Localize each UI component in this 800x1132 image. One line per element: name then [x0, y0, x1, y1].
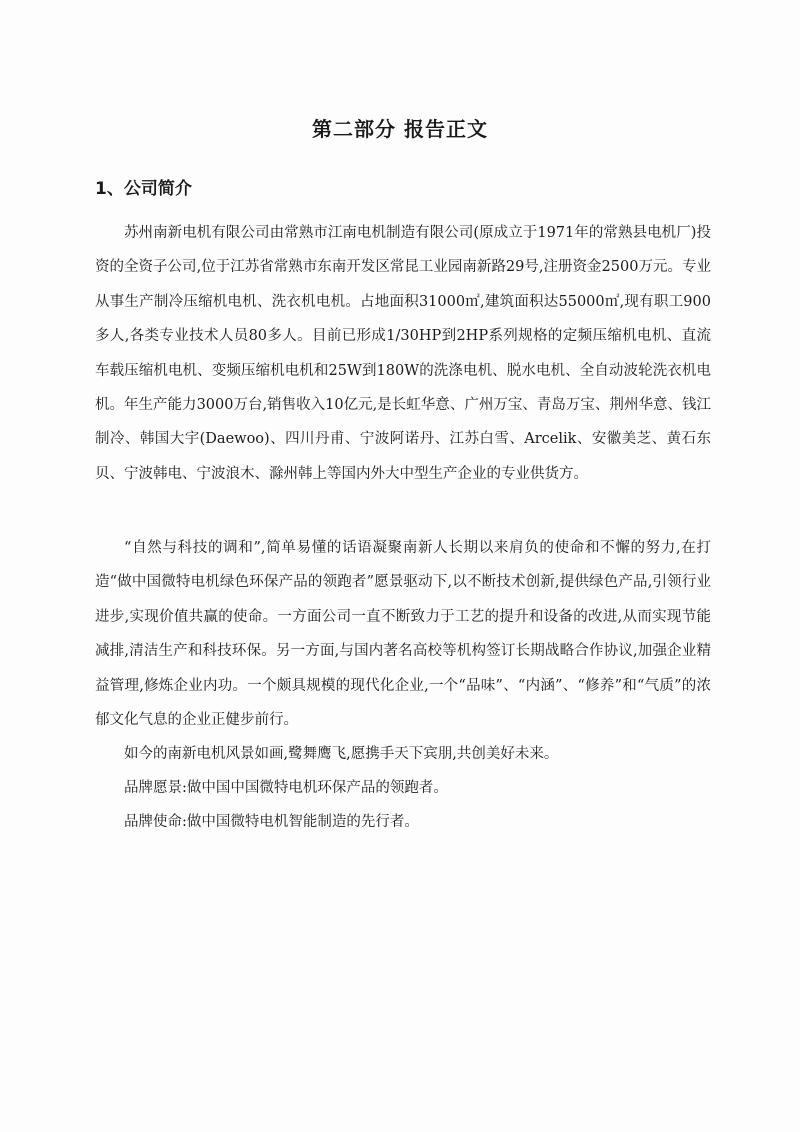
part-title: 第二部分 报告正文 [312, 117, 488, 141]
paragraph-company-culture: “自然与科技的调和”,简单易懂的话语凝聚南新人长期以来肩负的使命和不懈的努力,在打造“做中国微特电机绿色环保产品的领跑者”愿景驱动下,以不断技术创新,提供绿色产品,引领行业进步,实现价值共赢的使命。一方面公司一直不断致力于工艺的提升和设备的改进,从而实现节能减排,清洁生产和科技环保。另一方面,与国内著名高校等机构签订长期战略合作协议,加强企业精益管理,修炼企业内功。一个颇具规模的现代化企业,一个“品味”、“内涵”、“修养”和“气质”的浓郁文化气息的企业正健步前行。 [95, 540, 711, 729]
paragraph-brand-mission: 品牌使命:做中国微特电机智能制造的先行者。 [124, 814, 419, 830]
paragraph-company-overview: 苏州南新电机有限公司由常熟市江南电机制造有限公司(原成立于1971年的常熟县电机厂)投资的全资子公司,位于江苏省常熟市东南开发区常昆工业园南新路29号,注册资金2500万元。专业从事生产制冷压缩机电机、洗衣机电机。占地面积31000㎡,建筑面积达55000㎡,现有职工900多人,各类专业技术人员80多人。目前已形成1/30HP到2HP系列规格的定频压缩机电机、直流车载压缩机电机、变频压缩机电机和25W到180W的洗涤电机、脱水电机、全自动波轮洗衣机电机。年生产能力3000万台,销售收入10亿元,是长虹华意、广州万宝、青岛万宝、荆州华意、钱江制冷、韩国大宇(Daewoo)、四川丹甫、宁波阿诺丹、江苏白雪、Arcelik、安徽美芝、黄石东贝、宁波韩电、宁波浪木、滁州韩上等国内外大中型生产企业的专业供货方。 [95, 225, 711, 482]
section-heading: 1、公司简介 [95, 179, 192, 199]
paragraph-brand-vision: 品牌愿景:做中国中国微特电机环保产品的领跑者。 [124, 780, 448, 796]
paragraph-future-outlook: 如今的南新电机风景如画,鹭舞鹰飞,愿携手天下宾朋,共创美好未来。 [124, 746, 559, 762]
